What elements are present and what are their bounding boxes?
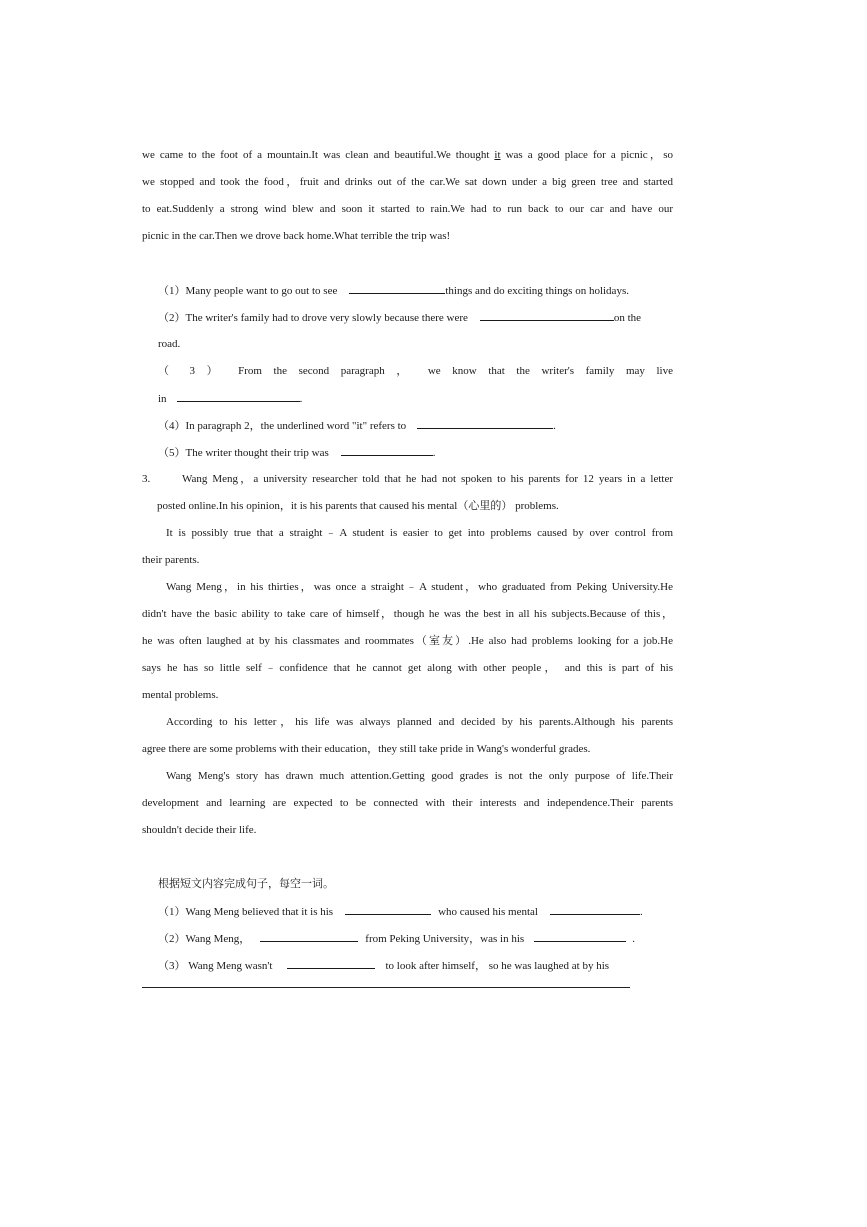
answer-line[interactable]: [142, 987, 630, 988]
question-number: 3.: [142, 473, 151, 485]
answer-blank[interactable]: [260, 931, 358, 942]
question-text: （1）Wang Meng believed that it is his: [158, 906, 334, 918]
question-text: things and do exciting things on holidays.: [445, 285, 629, 297]
passage-line: their parents.: [142, 554, 200, 566]
question-2-continued: road.: [158, 338, 181, 350]
question-text: in: [158, 393, 167, 405]
answer-blank[interactable]: [341, 445, 433, 456]
answer-blank[interactable]: [177, 391, 300, 402]
passage-text: was a good place for a picnic，so: [500, 149, 674, 161]
question-text: （1）Many people want to go out to see: [158, 285, 338, 297]
passage-line: posted online.In his opinion，it is his parents that caused his mental（心里的） problems.: [157, 500, 559, 512]
question-text: to look after himself， so he was laughed at by his: [385, 960, 610, 972]
passage-line: agree there are some problems with their education，they still take pride in Wang's wonderful grades.: [142, 743, 591, 755]
passage-line: Wang Meng，a university researcher told that he had not spoken to his parents for 12 years in a letter: [182, 473, 673, 485]
instruction: 根据短文内容完成句子，每空一词。: [158, 878, 334, 890]
question-text: on the: [613, 312, 642, 324]
question-2: [158, 310, 641, 325]
answer-blank[interactable]: [550, 904, 640, 915]
passage-line: development and learning are expected to be connected with their interests and independence.Their parents: [142, 797, 673, 809]
question-text: （4）In paragraph 2，the underlined word "it" refers to: [158, 420, 407, 432]
passage-line: [142, 148, 673, 162]
answer-blank[interactable]: [287, 958, 375, 969]
question-1: [158, 904, 643, 919]
underlined-word-it: it: [494, 149, 501, 161]
question-1: [158, 283, 629, 298]
passage-line: It is possibly true that a straight﹣A student is easier to get into problems caused by over control from: [166, 527, 673, 539]
answer-blank[interactable]: [534, 931, 626, 942]
passage-text: we came to the foot of a mountain.It was clean and beautiful.We thought: [142, 149, 495, 161]
answer-blank[interactable]: [349, 283, 445, 294]
passage-line: Wang Meng，in his thirties，was once a straight﹣A student，who graduated from Peking University.He: [166, 581, 673, 593]
question-text: from Peking University，was in his: [365, 933, 525, 945]
passage-line: he was often laughed at by his classmates and roommates（室友）.He also had problems looking for a job.He: [142, 635, 673, 647]
question-text: （5）The writer thought their trip was: [158, 447, 329, 459]
question-text: （3） Wang Meng wasn't: [158, 960, 273, 972]
passage-line: we stopped and took the food，fruit and drinks out of the car.We sat down under a big green tree and started: [142, 176, 673, 188]
question-3: （ 3 ） From the second paragraph ， we know that the writer's family may live: [158, 365, 673, 377]
question-text: （2）The writer's family had to drove very slowly because there were: [158, 312, 468, 324]
question-text: .: [640, 906, 643, 918]
question-4: [158, 418, 556, 433]
question-text: who caused his mental: [438, 906, 538, 918]
answer-blank[interactable]: [417, 418, 553, 429]
passage-line: didn't have the basic ability to take care of himself，though he was the best in all his subjects.Because of this，: [142, 608, 673, 620]
question-text: .: [432, 447, 436, 459]
question-5: [158, 445, 436, 460]
question-text: （2）Wang Meng，: [158, 933, 251, 945]
passage-line: says he has so little self﹣confidence that he cannot get along with other people， and this is part of his: [142, 662, 673, 674]
question-text: .: [553, 420, 556, 432]
passage-line: to eat.Suddenly a strong wind blew and soon it started to rain.We had to run back to our car and have our: [142, 203, 673, 215]
question-2: [158, 931, 635, 946]
question-text: .: [299, 393, 303, 405]
passage-line: Wang Meng's story has drawn much attention.Getting good grades is not the only purpose of life.Their: [166, 770, 673, 782]
passage-line: mental problems.: [142, 689, 219, 701]
passage-line: shouldn't decide their life.: [142, 824, 257, 836]
question-3: [158, 958, 609, 973]
passage-line: According to his letter，his life was always planned and decided by his parents.Although his parents: [166, 716, 673, 728]
answer-blank[interactable]: [480, 310, 614, 321]
answer-blank[interactable]: [345, 904, 431, 915]
passage-line: picnic in the car.Then we drove back home.What terrible the trip was!: [142, 230, 451, 242]
question-3-continued: [158, 391, 302, 406]
question-text: .: [632, 933, 635, 945]
